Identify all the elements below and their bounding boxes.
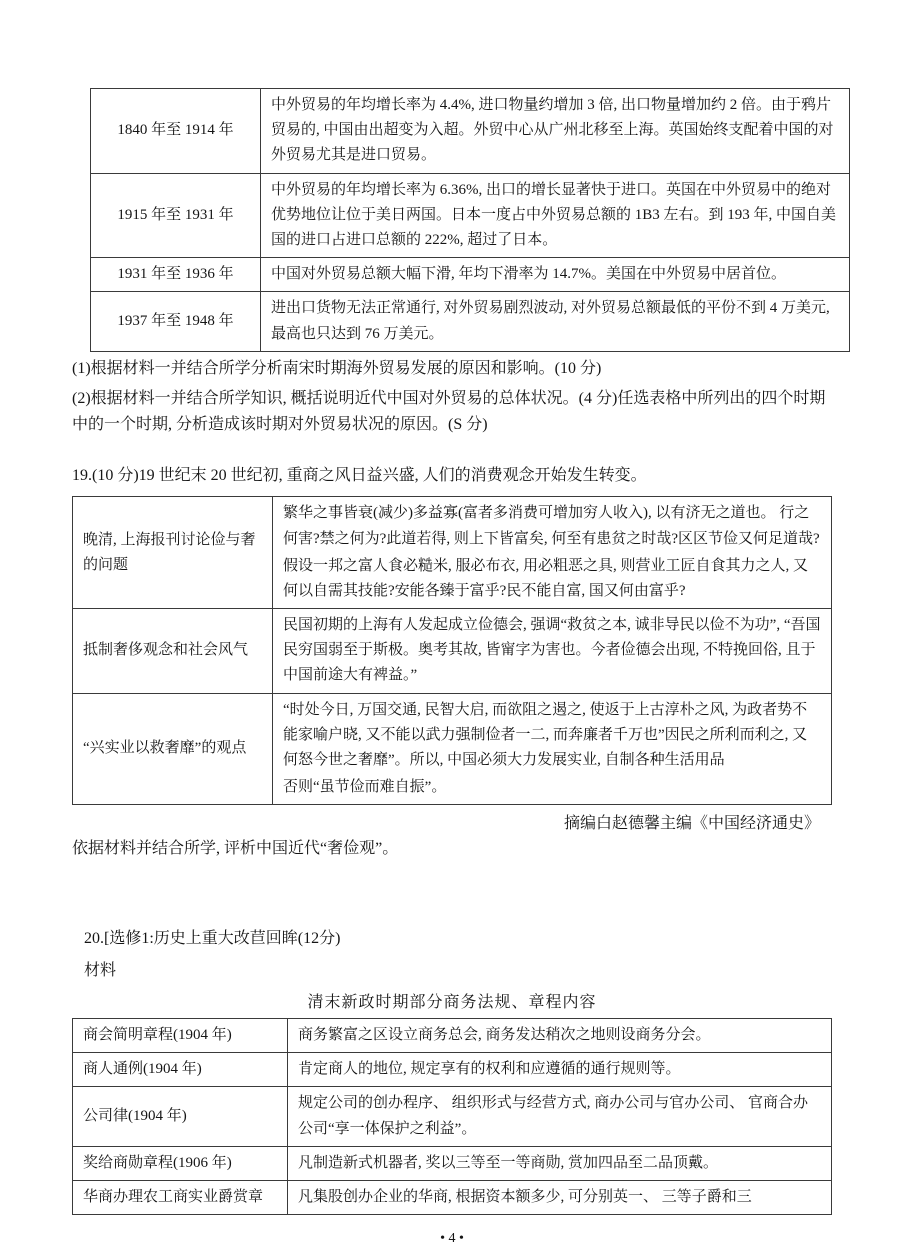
table-3-title: 清末新政时期部分商务法规、章程内容 — [307, 994, 597, 1012]
content-cell: 中外贸易的年均增长率为 4.4%, 进口物量约增加 3 倍, 出口物量增加约 2 倍。由于鸦片贸易的, 中国由出超变为入超。外贸中心从广州北移至上海。英国始终支配着中国的对外贸易尤其是进口贸易。 — [261, 89, 850, 174]
table-row — [73, 1019, 832, 1053]
period-cell: 1931 年至 1936 年 — [91, 258, 261, 292]
content-cell: 进出口货物无法正常通行, 对外贸易剧烈波动, 对外贸易总额最低的平份不到 4 万美元, 最高也只达到 76 万美元。 — [261, 292, 850, 351]
question-1: (1)根据材料一并结合所学分析南宋时期海外贸易发展的原因和影响。(10 分) — [72, 359, 602, 377]
table-row — [73, 693, 832, 805]
content-paragraph: 繁华之事皆衰(减少)多益寡(富者多消费可增加穷人收入), 以有济无之道也。 行之何害?禁之何为?此道若得, 则上下皆富矣, 何至有患贫之时哉?区区节俭又何足道哉? — [283, 505, 820, 547]
period-cell: 1915 年至 1931 年 — [91, 173, 261, 258]
table-row — [91, 89, 850, 174]
table-row — [91, 258, 850, 292]
table-row — [73, 1146, 832, 1180]
trade-periods-table — [90, 88, 850, 352]
regulation-cell: 华商办理农工商实业爵赏章 — [73, 1181, 288, 1215]
topic-cell: 抵制奢侈观念和社会风气 — [73, 609, 273, 694]
page-number: • 4 • — [440, 1231, 464, 1247]
content-cell — [273, 693, 832, 805]
content-cell: 肯定商人的地位, 规定享有的权利和应遵循的通行规则等。 — [288, 1053, 832, 1087]
source-attribution: 摘编白赵德馨主编《中国经济通史》 — [563, 815, 820, 833]
content-cell: 中国对外贸易总额大幅下滑, 年均下滑率为 14.7%。美国在中外贸易中居首位。 — [261, 258, 850, 292]
table-row — [73, 609, 832, 694]
content-cell: 商务繁富之区设立商务总会, 商务发达稍次之地则设商务分会。 — [288, 1019, 832, 1053]
table-row — [73, 1087, 832, 1146]
regulation-cell: 商会简明章程(1904 年) — [73, 1019, 288, 1053]
regulation-cell: 奖给商勋章程(1906 年) — [73, 1146, 288, 1180]
table-row — [73, 1181, 832, 1215]
content-cell: 凡制造新式机器者, 奖以三等至一等商勋, 赏加四品至二品顶戴。 — [288, 1146, 832, 1180]
content-paragraph: 民国初期的上海有人发起成立俭德会, 强调“救贫之本, 诚非导民以俭不为功”, “吾国民穷国弱至于斯极。奥考其故, 皆甯字为害也。今者俭德会出现, 不特挽回俗, 且于中国前途大有裨益。” — [283, 617, 821, 684]
content-cell: 规定公司的创办程序、 组织形式与经营方式, 商办公司与官办公司、 官商合办公司“享一体保护之利益”。 — [288, 1087, 832, 1146]
table-row — [91, 292, 850, 351]
content-cell: 凡集股创办企业的华商, 根据资本额多少, 可分别英一、 三等子爵和三 — [288, 1181, 832, 1215]
material-label: 材料 — [84, 962, 117, 980]
content-cell — [273, 497, 832, 609]
regulation-cell: 商人通例(1904 年) — [73, 1053, 288, 1087]
content-cell: 中外贸易的年均增长率为 6.36%, 出口的增长显著快于进口。英国在中外贸易中的绝对优势地位让位于美日两国。日本一度占中外贸易总额的 1B3 左右。到 193 年, 中国自美国的进口占进口总额的 222%, 超过了日本。 — [261, 173, 850, 258]
table-row — [91, 173, 850, 258]
period-cell: 1840 年至 1914 年 — [91, 89, 261, 174]
topic-cell: 晚清, 上海报刊讨论俭与奢的问题 — [73, 497, 273, 609]
commercial-regulations-table — [72, 1018, 832, 1215]
period-cell: 1937 年至 1948 年 — [91, 292, 261, 351]
content-paragraph: 假设一邦之富人食必糙米, 服必布衣, 用必粗恶之具, 则营业工匠自食其力之人, 又何以自需其技能?安能各臻于富乎?民不能自富, 国又何由富乎? — [283, 557, 809, 599]
regulation-cell: 公司律(1904 年) — [73, 1087, 288, 1146]
question-19-intro: 19.(10 分)19 世纪末 20 世纪初, 重商之风日益兴盛, 人们的消费观念开始发生转变。 — [72, 467, 647, 485]
question-20-heading: 20.[选修1:历史上重大改苣回眸(12分) — [84, 930, 341, 948]
content-paragraph: 否则“虽节俭而难自振”。 — [283, 779, 447, 796]
question-19-task: 依据材料并结合所学, 评析中国近代“奢俭观”。 — [72, 840, 399, 858]
content-cell — [273, 609, 832, 694]
table-row — [73, 1053, 832, 1087]
topic-cell: “兴实业以救奢靡”的观点 — [73, 693, 273, 805]
thrift-luxury-table — [72, 496, 832, 805]
question-2: (2)根据材料一并结合所学知识, 概括说明近代中国对外贸易的总体状况。(4 分)任选表格中所列出的四个时期中的一个时期, 分析造成该时期对外贸易状况的原因。(S 分) — [72, 389, 826, 433]
content-paragraph: “时处今日, 万国交通, 民智大启, 而欲阻之遏之, 使返于上古淳朴之风, 为政者势不能家喻户晓, 又不能以武力强制俭者一二, 而奔廉者千万也”因民之所利而利之, 又何怒今世之奢靡”。所以, 中国必须大力发展实业, 自制各种生活用品 — [283, 701, 808, 768]
table-row — [73, 497, 832, 609]
